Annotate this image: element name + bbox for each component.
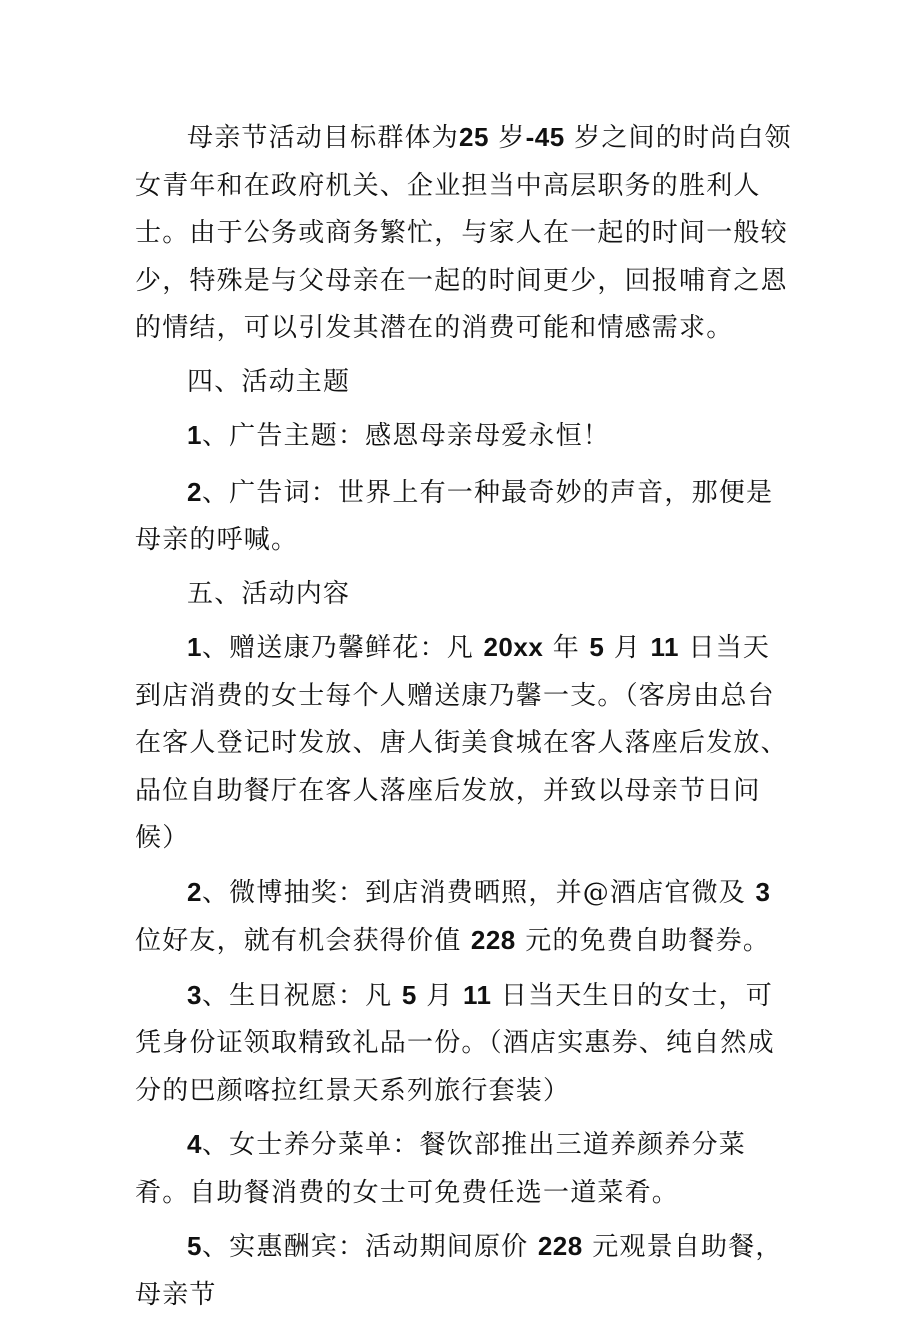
heading-section-five (135, 571, 795, 619)
number-text: 2 (187, 876, 202, 907)
number-text: 5 (401, 979, 417, 1010)
item-nutrition-menu (135, 1121, 795, 1217)
item-ad-theme (135, 412, 795, 461)
document-body (135, 114, 795, 1319)
body-text: 位好友，就有机会获得价值 (135, 926, 471, 956)
body-text: 元的免费自助餐券。 (515, 926, 771, 956)
number-text: 228 (470, 925, 516, 955)
body-text: 母亲节活动目标群体为 (187, 123, 460, 153)
body-text: 、实惠酬宾：活动期间原价 (201, 1232, 538, 1262)
number-text: 25 (459, 122, 489, 152)
number-text: 3 (755, 876, 771, 907)
number-text: -45 (525, 122, 565, 152)
item-carnation-gift (135, 624, 795, 863)
body-text: 四、活动主题 (187, 366, 351, 397)
body-text: 五、活动内容 (187, 578, 351, 609)
heading-section-four (135, 359, 795, 407)
body-text: 、微博抽奖：到店消费晒照，并@酒店官微及 (201, 877, 756, 908)
number-text: 4 (187, 1129, 202, 1159)
body-text: 、广告词：世界上有一种最奇妙的声音，那便是母亲的呼喊。 (135, 477, 774, 555)
body-text: 、广告主题：感恩母亲母爱永恒！ (201, 421, 610, 451)
number-text: 11 (650, 632, 680, 662)
body-text: 月 (604, 633, 651, 663)
body-text: 日当天生日的女士，可凭身份证领取精致礼品一份。（酒店实惠券、纯自然成分的巴颜喀拉红景天系列旅行套装） (135, 980, 775, 1106)
body-text: 、赠送康乃馨鲜花：凡 (201, 633, 484, 663)
body-text: 、生日祝愿：凡 (201, 980, 402, 1011)
number-text: 11 (462, 979, 492, 1010)
item-weibo-lottery (135, 869, 795, 966)
body-text: 岁 (488, 123, 526, 153)
body-text: 年 (543, 633, 590, 663)
body-text: 元观景自助餐，母亲节 (135, 1232, 783, 1310)
body-text: 、女士养分菜单：餐饮部推出三道养颜养分菜肴。自助餐消费的女士可免费任选一道菜肴。 (135, 1130, 746, 1208)
body-text: 月 (416, 980, 463, 1011)
item-ad-slogan (135, 469, 795, 565)
item-birthday-wish (135, 972, 795, 1116)
body-text: 日当天到店消费的女士每个人赠送康乃馨一支。（客房由总台在客人登记时发放、唐人街美食城在客人落座后发放、品位自助餐厅在客人落座后发放，并致以母亲节日问候） (135, 633, 788, 853)
number-text: 228 (537, 1231, 583, 1261)
number-text: 2 (187, 476, 202, 507)
item-discount-offer (135, 1223, 795, 1319)
number-text: 3 (187, 979, 202, 1010)
paragraph-target-audience (135, 114, 795, 353)
number-text: 20xx (483, 632, 544, 662)
number-text: 5 (187, 1231, 202, 1261)
number-text: 1 (187, 632, 202, 662)
number-text: 5 (589, 632, 605, 662)
body-text: 岁之间的时尚白领女青年和在政府机关、企业担当中高层职务的胜利人士。由于公务或商务繁忙，与家人在一起的时间一般较少，特殊是与父母亲在一起的时间更少，回报哺育之恩的情结，可以引发其潜在的消费可能和情感需求。 (135, 123, 792, 343)
number-text: 1 (187, 420, 202, 450)
